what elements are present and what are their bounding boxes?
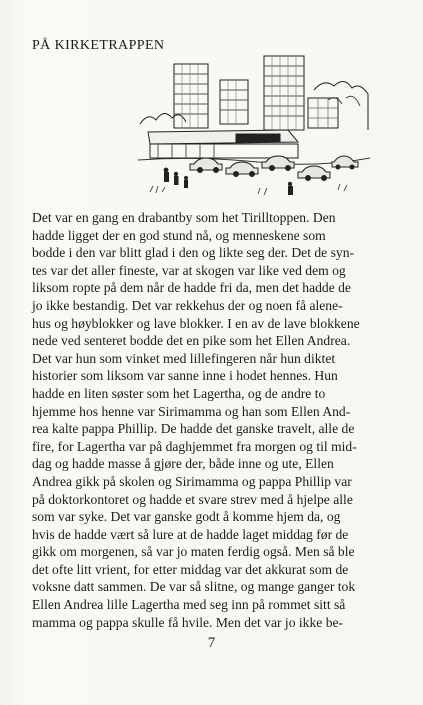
text-line: tes var det aller fineste, var at skogen var like ved dem og [32, 262, 346, 278]
text-line: fire, for Lagertha var på daghjemmet fra morgen og til mid- [32, 438, 357, 454]
story-text [32, 209, 380, 631]
text-line: rea kalte pappa Phillip. De hadde det ganske travelt, alle de [32, 421, 355, 437]
chapter-title: PÅ KIRKETRAPPEN [32, 38, 165, 53]
text-line: hadde en liten søster som het Lagertha, og de andre to [32, 385, 326, 401]
text-line: liksom ropte på dem når de hadde fri da, men det hadde de [32, 280, 351, 296]
text-line: Det var en gang en drabantby som het Tirilltoppen. Den [32, 210, 336, 225]
text-line: hadde ligget der en god stund nå, og menneskene som [32, 227, 326, 243]
town-center-illustration [138, 50, 370, 200]
text-line: gikk om morgenen, så var jo maten ferdig også. Men så ble [32, 544, 355, 560]
town-center-sketch-icon [138, 50, 370, 200]
text-line: hvis de hadde vært så lure at de hadde laget middag før de [32, 526, 349, 542]
page-number: 7 [207, 635, 216, 651]
text-line: på doktorkontoret og hadde et svare strev med å hjelpe alle [32, 491, 353, 507]
text-line: hjemme hos henne var Sirimamma og han som Ellen And- [32, 403, 351, 419]
text-line: jo ikke bestandig. Det var rekkehus der og noen få alene- [32, 297, 343, 313]
text-line: nede ved senteret bodde det en pike som het Ellen Andrea. [32, 333, 351, 349]
text-line: historier som liksom var sanne inne i hodet hennes. Hun [32, 368, 338, 384]
text-line: bodde i den var blitt glad i den og likte seg der. Det de syn- [32, 245, 355, 261]
text-line: mamma og pappa skulle få hvile. Men det var jo ikke be- [32, 614, 344, 630]
text-line: hus og høyblokker og lave blokker. I en av de lave blokkene [32, 315, 360, 331]
text-line: som var syke. Det var ganske godt å komme hjem da, og [32, 509, 341, 525]
text-line: Det var hun som vinket med lillefingeren når hun diktet [32, 350, 336, 366]
text-line: Andrea gikk på skolen og Sirimamma og pappa Phillip var [32, 473, 352, 489]
svg-text:TILTOPPEN: TILTOPPEN [238, 136, 274, 143]
text-line: voksne datt sammen. De var så slitne, og mange ganger tok [32, 579, 356, 595]
text-line: Ellen Andrea lille Lagertha med seg inn på rommet sitt så [32, 597, 346, 613]
text-line: det ofte litt vrient, for etter middag var det akkurat som de [32, 561, 349, 577]
text-line: dag og hadde masse å gjøre der, både inne og ute, Ellen [32, 456, 334, 472]
